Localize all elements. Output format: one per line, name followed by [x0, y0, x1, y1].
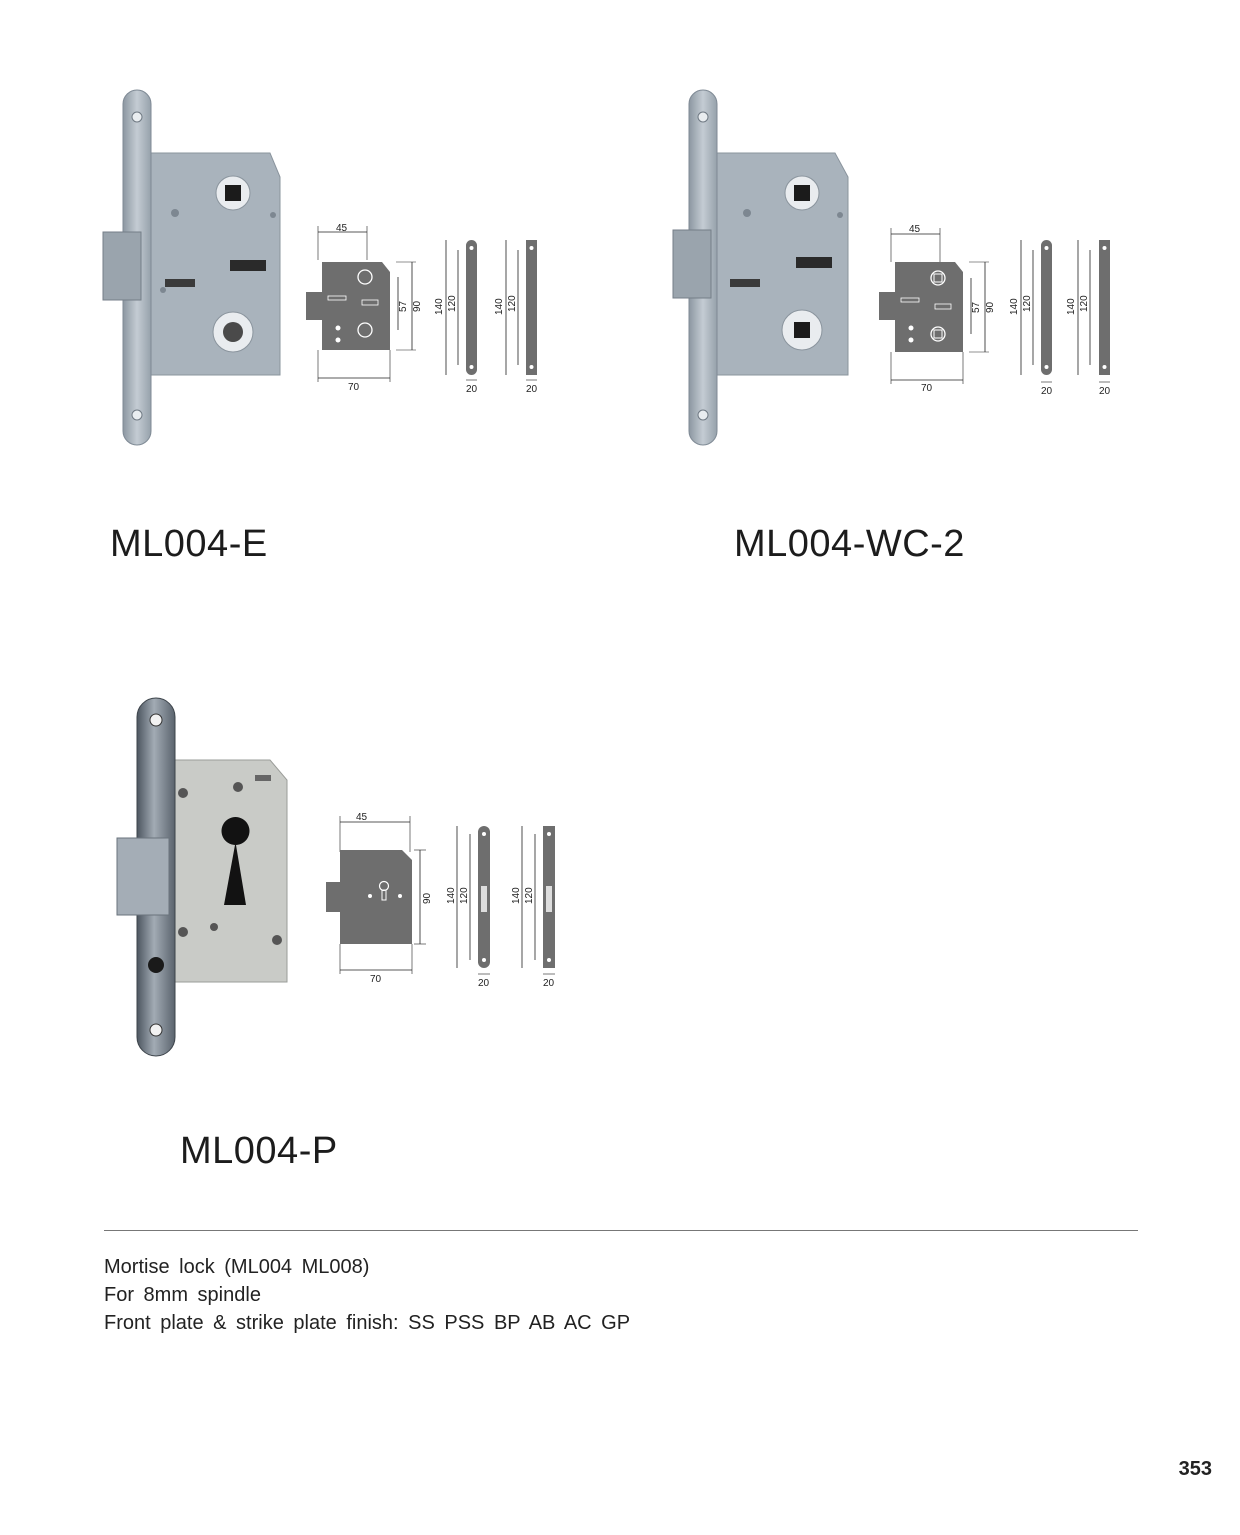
- model-title-ml004-wc-2: ML004-WC-2: [734, 523, 965, 565]
- spec-line-lock-type: Mortise lock (ML004 ML008): [104, 1256, 370, 1278]
- dim-backset-label: 45: [909, 224, 921, 235]
- strike2-width-label: 20: [543, 978, 555, 989]
- strike1-overall-label: 140: [446, 887, 457, 904]
- ml004-wc-2-lock-photo: [665, 85, 860, 450]
- dim-body-height-label: 90: [985, 301, 996, 313]
- strike1-width-label: 20: [466, 384, 478, 395]
- section-divider: [104, 1230, 1138, 1231]
- dim-body-height-label: 90: [422, 892, 433, 904]
- strike2-overall-label: 140: [494, 298, 505, 315]
- dim-body-width-label: 70: [370, 974, 382, 985]
- ml004-p-lock-photo: [105, 695, 300, 1060]
- dim-body-width-label: 70: [921, 383, 933, 394]
- strike1-overall-label: 140: [434, 298, 445, 315]
- strike2-hole-label: 120: [507, 295, 518, 312]
- dim-body-height-label: 90: [412, 300, 423, 312]
- ml004-wc-2-dimension-drawing: [873, 220, 1123, 400]
- strike1-width-label: 20: [478, 978, 490, 989]
- dim-centers-label: 57: [971, 301, 982, 313]
- strike2-width-label: 20: [526, 384, 538, 395]
- dim-body-width-label: 70: [348, 382, 360, 393]
- product-ml004-p: [0, 640, 620, 1200]
- strike2-hole-label: 120: [524, 887, 535, 904]
- ml004-p-dimension-drawing: [320, 812, 570, 992]
- strike1-overall-label: 140: [1009, 298, 1020, 315]
- page-number: 353: [1178, 1458, 1212, 1480]
- strike2-width-label: 20: [1099, 386, 1111, 397]
- dim-centers-label: 57: [398, 300, 409, 312]
- dim-backset-label: 45: [336, 223, 348, 234]
- strike2-overall-label: 140: [1066, 298, 1077, 315]
- spec-line-finish: Front plate & strike plate finish: SS PSS BP AB AC GP: [104, 1312, 631, 1334]
- spec-line-spindle: For 8mm spindle: [104, 1284, 261, 1306]
- strike1-hole-label: 120: [459, 887, 470, 904]
- strike1-hole-label: 120: [1022, 295, 1033, 312]
- dim-backset-label: 45: [356, 812, 368, 823]
- strike1-width-label: 20: [1041, 386, 1053, 397]
- model-title-ml004-p: ML004-P: [180, 1130, 338, 1172]
- strike2-hole-label: 120: [1079, 295, 1090, 312]
- spec-block: [104, 1253, 630, 1337]
- product-ml004-wc-2: [0, 0, 1240, 600]
- strike2-overall-label: 140: [511, 887, 522, 904]
- model-title-ml004-e: ML004-E: [110, 523, 268, 565]
- strike1-hole-label: 120: [447, 295, 458, 312]
